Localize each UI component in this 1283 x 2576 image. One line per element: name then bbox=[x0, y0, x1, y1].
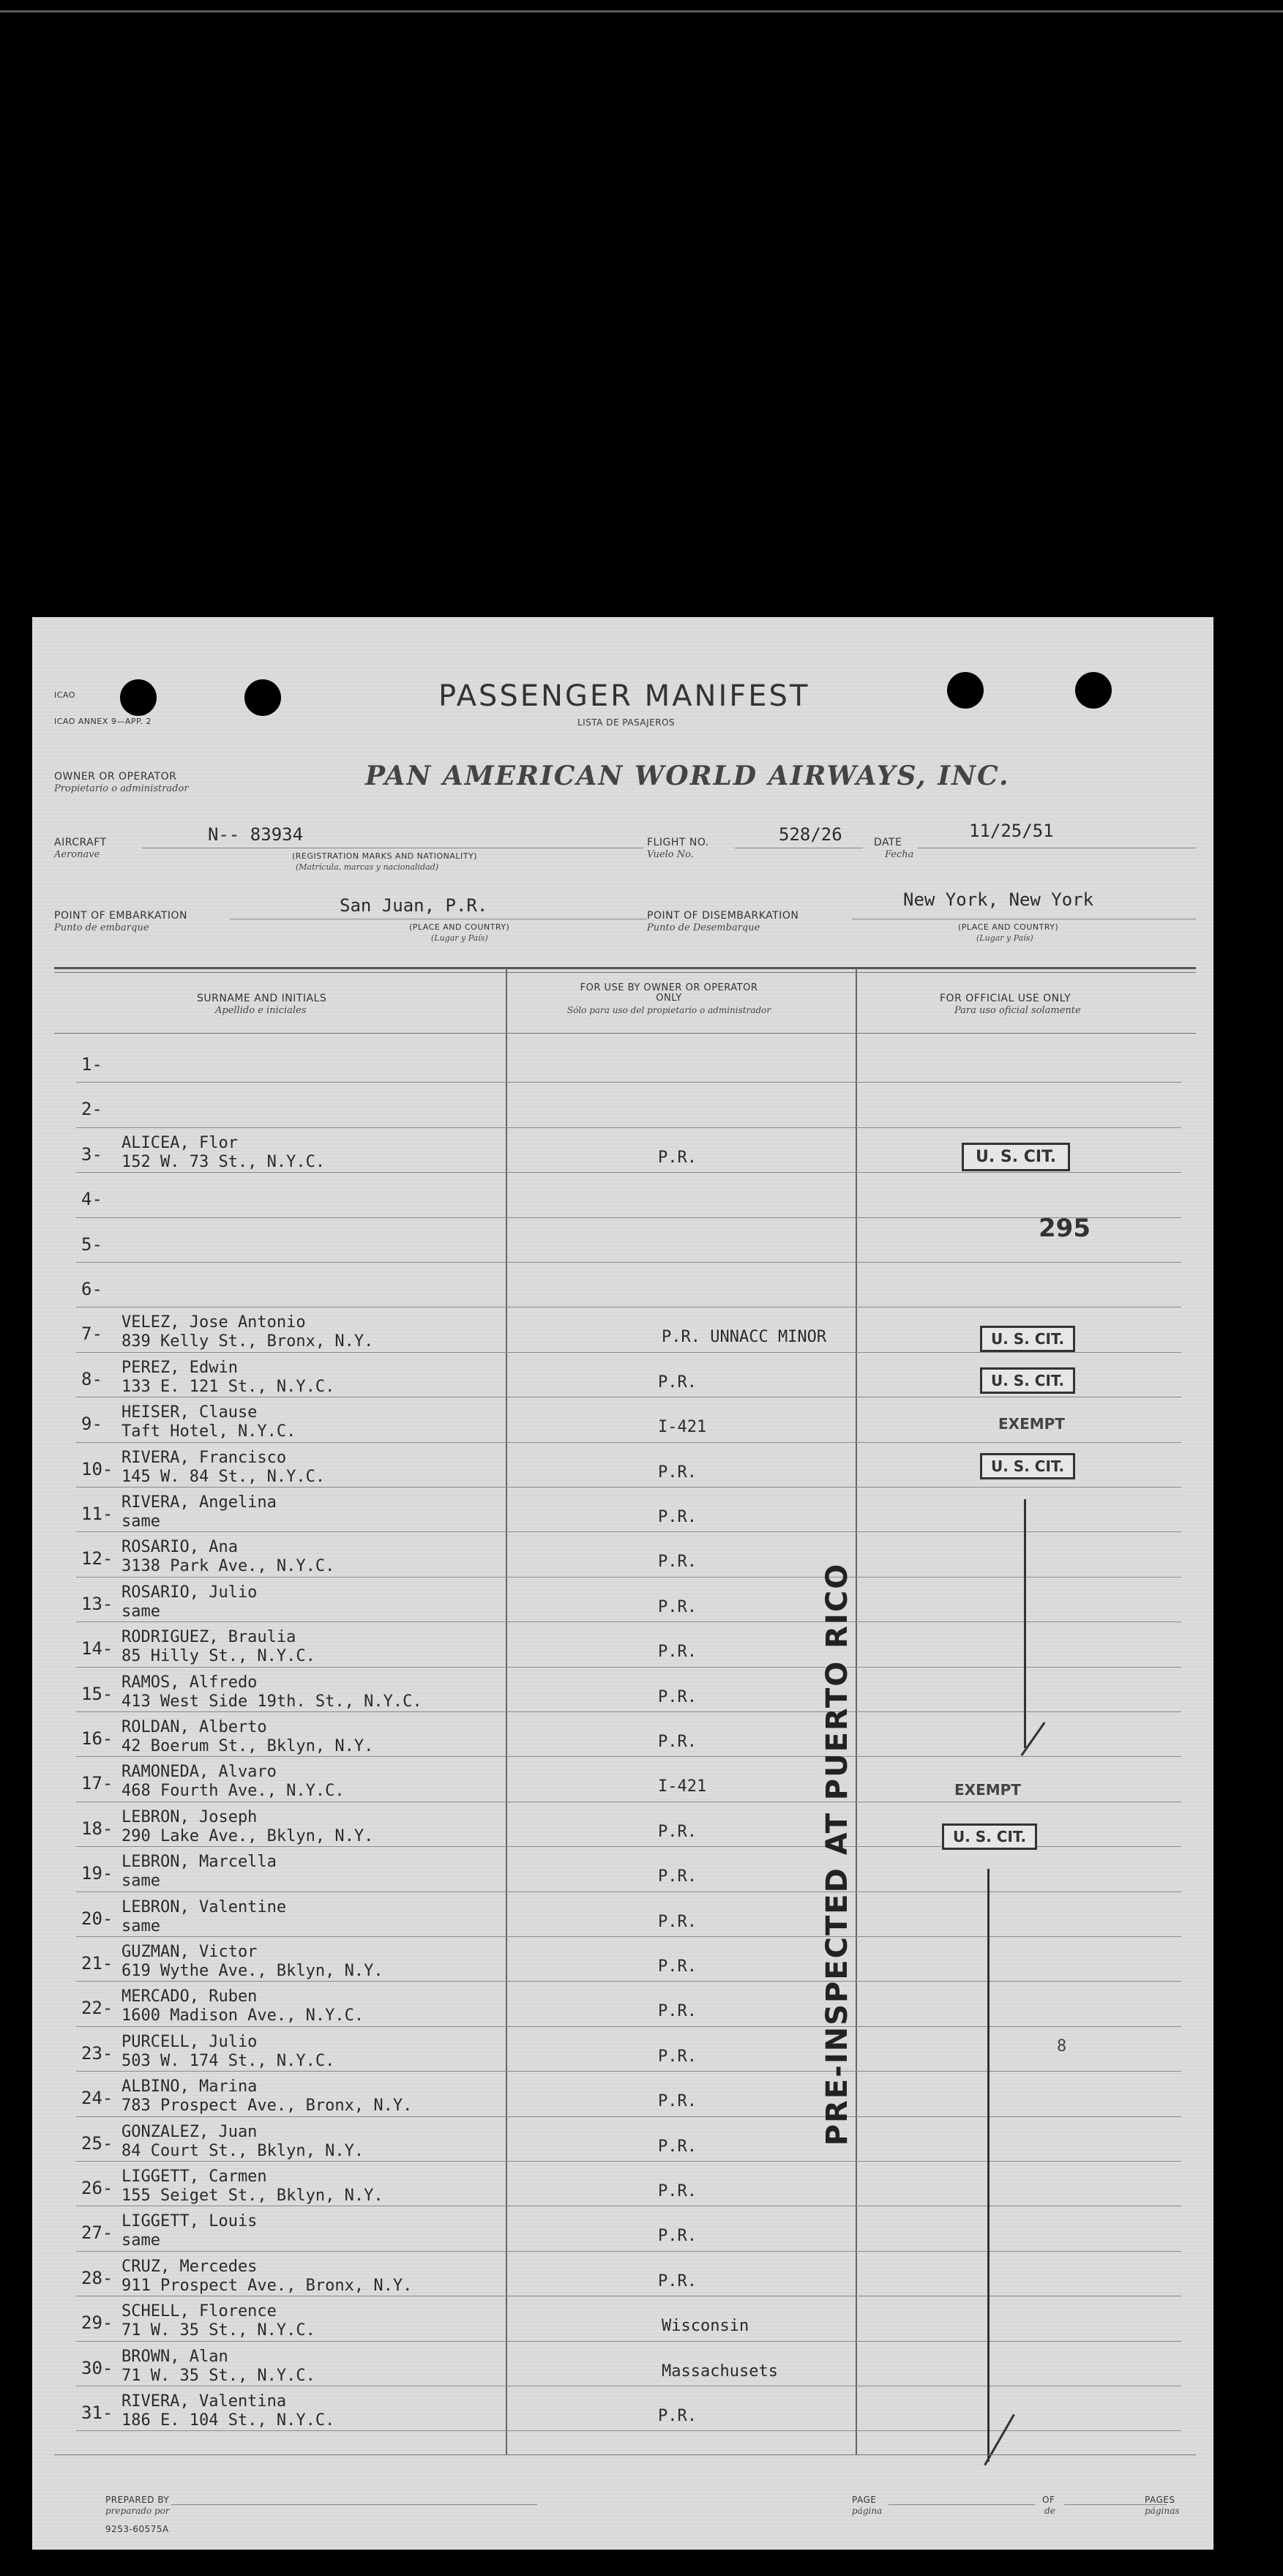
row-number: 31- bbox=[81, 2403, 113, 2423]
passenger-name: SCHELL, Florence bbox=[121, 2302, 277, 2321]
row-divider bbox=[76, 1577, 1181, 1578]
row-number: 7- bbox=[81, 1324, 102, 1345]
page-label: PAGE bbox=[852, 2495, 877, 2505]
count-stamp: 295 bbox=[1039, 1214, 1091, 1243]
passenger-address: Taft Hotel, N.Y.C. bbox=[121, 1422, 296, 1441]
row-number: 11- bbox=[81, 1504, 113, 1524]
aircraft-value: N-- 83934 bbox=[208, 824, 304, 845]
flight-label-es: Vuelo No. bbox=[647, 849, 694, 860]
passenger-address: 71 W. 35 St., N.Y.C. bbox=[121, 2366, 315, 2385]
passenger-address: 133 E. 121 St., N.Y.C. bbox=[121, 1377, 335, 1396]
passenger-address: 503 W. 174 St., N.Y.C. bbox=[121, 2051, 335, 2070]
row-divider bbox=[76, 1936, 1181, 1937]
row-number: 29- bbox=[81, 2312, 113, 2334]
passenger-name: LEBRON, Valentine bbox=[121, 1897, 287, 1916]
operator-note: P.R. bbox=[658, 1867, 697, 1886]
row-number: 12- bbox=[81, 1548, 113, 1569]
passenger-address: same bbox=[121, 1602, 160, 1621]
passenger-address: 468 Fourth Ave., N.Y.C. bbox=[121, 1782, 345, 1801]
disembark-value: New York, New York bbox=[903, 889, 1094, 910]
pen-line bbox=[1024, 1499, 1026, 1748]
disembark-place-caption-es: (Lugar y País) bbox=[976, 933, 1033, 943]
date-label: DATE bbox=[874, 837, 902, 848]
flight-value: 528/26 bbox=[779, 824, 842, 845]
row-divider bbox=[76, 2251, 1181, 2252]
operator-note: P.R. bbox=[658, 1822, 697, 1841]
passenger-name: LEBRON, Marcella bbox=[121, 1853, 277, 1872]
passenger-name: PEREZ, Edwin bbox=[121, 1358, 238, 1377]
row-number: 19- bbox=[81, 1863, 113, 1884]
row-number: 8- bbox=[81, 1368, 102, 1389]
row-number: 26- bbox=[81, 2178, 113, 2198]
row-number: 24- bbox=[81, 2088, 113, 2109]
row-divider bbox=[76, 1667, 1181, 1668]
row-divider bbox=[76, 1217, 1181, 1218]
operator-note: P.R. bbox=[658, 1687, 697, 1706]
us-cit-stamp: U. S. CIT. bbox=[980, 1453, 1075, 1479]
passenger-address: same bbox=[121, 1916, 160, 1935]
aircraft-label-es: Aeronave bbox=[54, 849, 100, 860]
pages-label-es: páginas bbox=[1145, 2506, 1180, 2516]
passenger-name: PURCELL, Julio bbox=[121, 2032, 258, 2051]
row-divider bbox=[76, 1262, 1181, 1263]
row-divider bbox=[76, 1082, 1181, 1083]
row-number: 30- bbox=[81, 2357, 113, 2378]
operator-note: I-421 bbox=[658, 1418, 707, 1437]
passenger-address: 42 Boerum St., Bklyn, N.Y. bbox=[121, 1737, 374, 1755]
manifest-sheet bbox=[32, 617, 1213, 2550]
embark-place-caption-es: (Lugar y País) bbox=[431, 933, 488, 943]
page-title: PASSENGER MANIFEST bbox=[438, 679, 810, 713]
operator-note: P.R. bbox=[658, 1957, 697, 1976]
passenger-name: LIGGETT, Louis bbox=[121, 2212, 258, 2231]
passenger-address: 1600 Madison Ave., N.Y.C. bbox=[121, 2006, 364, 2026]
passenger-name: MERCADO, Ruben bbox=[121, 1987, 258, 2006]
exempt-stamp: EXEMPT bbox=[954, 1781, 1021, 1799]
punch-hole bbox=[1075, 672, 1112, 709]
us-cit-stamp: U. S. CIT. bbox=[942, 1823, 1037, 1850]
pages-label: PAGES bbox=[1145, 2495, 1175, 2505]
punch-hole bbox=[244, 679, 281, 716]
embark-label-es: Punto de embarque bbox=[54, 922, 149, 933]
annex-line1: ICAO bbox=[54, 690, 75, 700]
passenger-name: GUZMAN, Victor bbox=[121, 1943, 258, 1961]
passenger-name: RODRIGUEZ, Braulia bbox=[121, 1628, 296, 1647]
operator-note: P.R. bbox=[658, 1643, 697, 1662]
pen-line bbox=[987, 1869, 990, 2462]
operator-note: P.R. bbox=[658, 1553, 697, 1572]
flight-label: FLIGHT NO. bbox=[647, 837, 709, 848]
row-divider bbox=[76, 1981, 1181, 1982]
row-number: 16- bbox=[81, 1728, 113, 1749]
passenger-name: RAMONEDA, Alvaro bbox=[121, 1763, 277, 1782]
registration-caption-es: (Matrícula, marcas y nacionalidad) bbox=[296, 862, 438, 872]
passenger-name: BROWN, Alan bbox=[121, 2347, 228, 2366]
prepared-by-label: PREPARED BY bbox=[105, 2495, 170, 2505]
operator-note: P.R. bbox=[658, 2002, 697, 2021]
us-cit-stamp: U. S. CIT. bbox=[980, 1326, 1075, 1352]
row-number: 21- bbox=[81, 1953, 113, 1974]
annex-line2: ICAO ANNEX 9—APP. 2 bbox=[54, 717, 152, 726]
passenger-address: 71 W. 35 St., N.Y.C. bbox=[121, 2321, 315, 2340]
row-divider bbox=[76, 1756, 1181, 1757]
operator-note: P.R. bbox=[658, 1148, 697, 1167]
scanner-edge-line bbox=[0, 10, 1283, 12]
passenger-address: 290 Lake Ave., Bklyn, N.Y. bbox=[121, 1826, 374, 1845]
passenger-name: RAMOS, Alfredo bbox=[121, 1673, 258, 1692]
row-divider bbox=[76, 2341, 1181, 2342]
passenger-name: ROSARIO, Julio bbox=[121, 1583, 258, 1602]
col-official-header: FOR OFFICIAL USE ONLY bbox=[940, 993, 1071, 1004]
passenger-name: ALICEA, Flor bbox=[121, 1133, 238, 1152]
operator-note: P.R. bbox=[658, 1373, 697, 1392]
row-number: 28- bbox=[81, 2267, 113, 2288]
col-surname-header-es: Apellido e iniciales bbox=[215, 1005, 307, 1016]
operator-note: P.R. bbox=[658, 2182, 697, 2200]
passenger-name: GONZALEZ, Juan bbox=[121, 2122, 258, 2141]
row-number: 10- bbox=[81, 1458, 113, 1479]
row-divider bbox=[76, 1621, 1181, 1622]
passenger-address: 911 Prospect Ave., Bronx, N.Y. bbox=[121, 2276, 413, 2295]
row-number: 25- bbox=[81, 2132, 113, 2154]
aircraft-label: AIRCRAFT bbox=[54, 837, 107, 848]
passenger-address: 783 Prospect Ave., Bronx, N.Y. bbox=[121, 2097, 413, 2116]
row-number: 23- bbox=[81, 2042, 113, 2064]
passenger-name: LIGGETT, Carmen bbox=[121, 2168, 267, 2186]
passenger-name: RIVERA, Valentina bbox=[121, 2392, 287, 2411]
exempt-stamp: EXEMPT bbox=[998, 1415, 1065, 1433]
passenger-address: 145 W. 84 St., N.Y.C. bbox=[121, 1467, 326, 1486]
row-divider bbox=[76, 2430, 1181, 2431]
passenger-address: 413 West Side 19th. St., N.Y.C. bbox=[121, 1692, 422, 1711]
operator-note: P.R. bbox=[658, 2227, 697, 2246]
operator-note: P.R. bbox=[658, 2271, 697, 2291]
row-number: 27- bbox=[81, 2222, 113, 2244]
passenger-name: CRUZ, Mercedes bbox=[121, 2257, 258, 2276]
operator-note: Wisconsin bbox=[662, 2317, 749, 2336]
punch-hole bbox=[120, 679, 157, 716]
owner-value: PAN AMERICAN WORLD AIRWAYS, INC. bbox=[365, 761, 1010, 791]
row-number: 22- bbox=[81, 1998, 113, 2019]
row-number: 15- bbox=[81, 1683, 113, 1704]
row-number: 18- bbox=[81, 1818, 113, 1839]
col-official-header-es: Para uso oficial solamente bbox=[954, 1005, 1081, 1016]
operator-note: P.R. bbox=[658, 1463, 697, 1482]
row-divider bbox=[76, 2161, 1181, 2162]
passenger-address: 3138 Park Ave., N.Y.C. bbox=[121, 1557, 335, 1576]
passenger-name: ALBINO, Marina bbox=[121, 2077, 258, 2097]
disembark-label-es: Punto de Desembarque bbox=[647, 922, 760, 933]
row-divider bbox=[76, 1711, 1181, 1712]
row-divider bbox=[76, 1127, 1181, 1128]
of-label: OF bbox=[1042, 2495, 1055, 2505]
row-number: 1- bbox=[81, 1054, 102, 1075]
disembark-place-caption: (PLACE AND COUNTRY) bbox=[958, 922, 1059, 932]
date-value: 11/25/51 bbox=[969, 821, 1054, 841]
operator-note: P.R. bbox=[658, 1912, 697, 1931]
row-number: 3- bbox=[81, 1143, 102, 1165]
row-number: 5- bbox=[81, 1233, 102, 1255]
operator-note: Massachusets bbox=[662, 2362, 778, 2381]
registration-caption: (REGISTRATION MARKS AND NATIONALITY) bbox=[292, 851, 478, 861]
passenger-address: same bbox=[121, 1512, 160, 1531]
passenger-name: LEBRON, Joseph bbox=[121, 1807, 258, 1826]
passenger-address: same bbox=[121, 2231, 160, 2250]
row-divider bbox=[76, 2026, 1181, 2027]
row-number: 6- bbox=[81, 1279, 102, 1299]
passenger-name: HEISER, Clause bbox=[121, 1403, 258, 1422]
row-divider bbox=[76, 1442, 1181, 1443]
row-number: 17- bbox=[81, 1773, 113, 1794]
page-title-es: LISTA DE PASAJEROS bbox=[577, 717, 676, 728]
passenger-address: 839 Kelly St., Bronx, N.Y. bbox=[121, 1332, 374, 1351]
preinspected-stamp: PRE-INSPECTED AT PUERTO RICO bbox=[820, 1562, 854, 2146]
passenger-name: ROSARIO, Ana bbox=[121, 1538, 238, 1557]
embark-value: San Juan, P.R. bbox=[340, 895, 488, 916]
pencil-mark: 8 bbox=[1057, 2037, 1067, 2056]
operator-note: P.R. UNNACC MINOR bbox=[662, 1328, 827, 1347]
row-number: 20- bbox=[81, 1908, 113, 1929]
page-label-es: página bbox=[852, 2506, 883, 2516]
owner-label-es: Propietario o administrador bbox=[54, 783, 189, 794]
row-divider bbox=[76, 2071, 1181, 2072]
row-number: 2- bbox=[81, 1099, 102, 1120]
operator-note: P.R. bbox=[658, 2047, 697, 2066]
us-cit-stamp: U. S. CIT. bbox=[962, 1143, 1070, 1171]
passenger-address: same bbox=[121, 1872, 160, 1891]
punch-hole bbox=[947, 672, 984, 709]
operator-note: P.R. bbox=[658, 1733, 697, 1751]
operator-note: P.R. bbox=[658, 2092, 697, 2111]
col-operator-header-es: Sólo para uso del propietario o administrador bbox=[566, 1005, 771, 1015]
passenger-name: RIVERA, Francisco bbox=[121, 1448, 287, 1467]
owner-label: OWNER OR OPERATOR bbox=[54, 771, 177, 783]
prepared-by-label-es: preparado por bbox=[105, 2506, 170, 2516]
operator-note: P.R. bbox=[658, 1597, 697, 1616]
disembark-label: POINT OF DISEMBARKATION bbox=[647, 910, 799, 922]
row-divider bbox=[76, 1531, 1181, 1532]
operator-note: P.R. bbox=[658, 2407, 697, 2425]
passenger-address: 84 Court St., Bklyn, N.Y. bbox=[121, 2141, 364, 2160]
passenger-name: RIVERA, Angelina bbox=[121, 1493, 277, 1512]
col-surname-header: SURNAME AND INITIALS bbox=[197, 993, 327, 1004]
date-label-es: Fecha bbox=[885, 849, 914, 860]
passenger-name: VELEZ, Jose Antonio bbox=[121, 1313, 306, 1332]
passenger-name: ROLDAN, Alberto bbox=[121, 1718, 267, 1736]
operator-note: I-421 bbox=[658, 1777, 707, 1796]
passenger-address: 155 Seiget St., Bklyn, N.Y. bbox=[121, 2187, 384, 2205]
passenger-address: 619 Wythe Ave., Bklyn, N.Y. bbox=[121, 1962, 384, 1980]
operator-note: P.R. bbox=[658, 2137, 697, 2156]
row-number: 13- bbox=[81, 1593, 113, 1614]
of-label-es: de bbox=[1044, 2506, 1055, 2516]
row-number: 14- bbox=[81, 1638, 113, 1660]
row-number: 9- bbox=[81, 1414, 102, 1435]
col-operator-header: FOR USE BY OWNER OR OPERATOR ONLY bbox=[580, 982, 758, 1004]
embark-place-caption: (PLACE AND COUNTRY) bbox=[409, 922, 510, 932]
passenger-address: 186 E. 104 St., N.Y.C. bbox=[121, 2411, 335, 2430]
row-divider bbox=[76, 2116, 1181, 2117]
embark-label: POINT OF EMBARKATION bbox=[54, 910, 188, 922]
passenger-address: 152 W. 73 St., N.Y.C. bbox=[121, 1152, 326, 1171]
row-number: 4- bbox=[81, 1189, 102, 1210]
operator-note: P.R. bbox=[658, 1508, 697, 1526]
row-divider bbox=[76, 1172, 1181, 1173]
us-cit-stamp: U. S. CIT. bbox=[980, 1367, 1075, 1394]
passenger-address: 85 Hilly St., N.Y.C. bbox=[121, 1647, 315, 1666]
form-number: 9253-60575A bbox=[105, 2524, 169, 2534]
